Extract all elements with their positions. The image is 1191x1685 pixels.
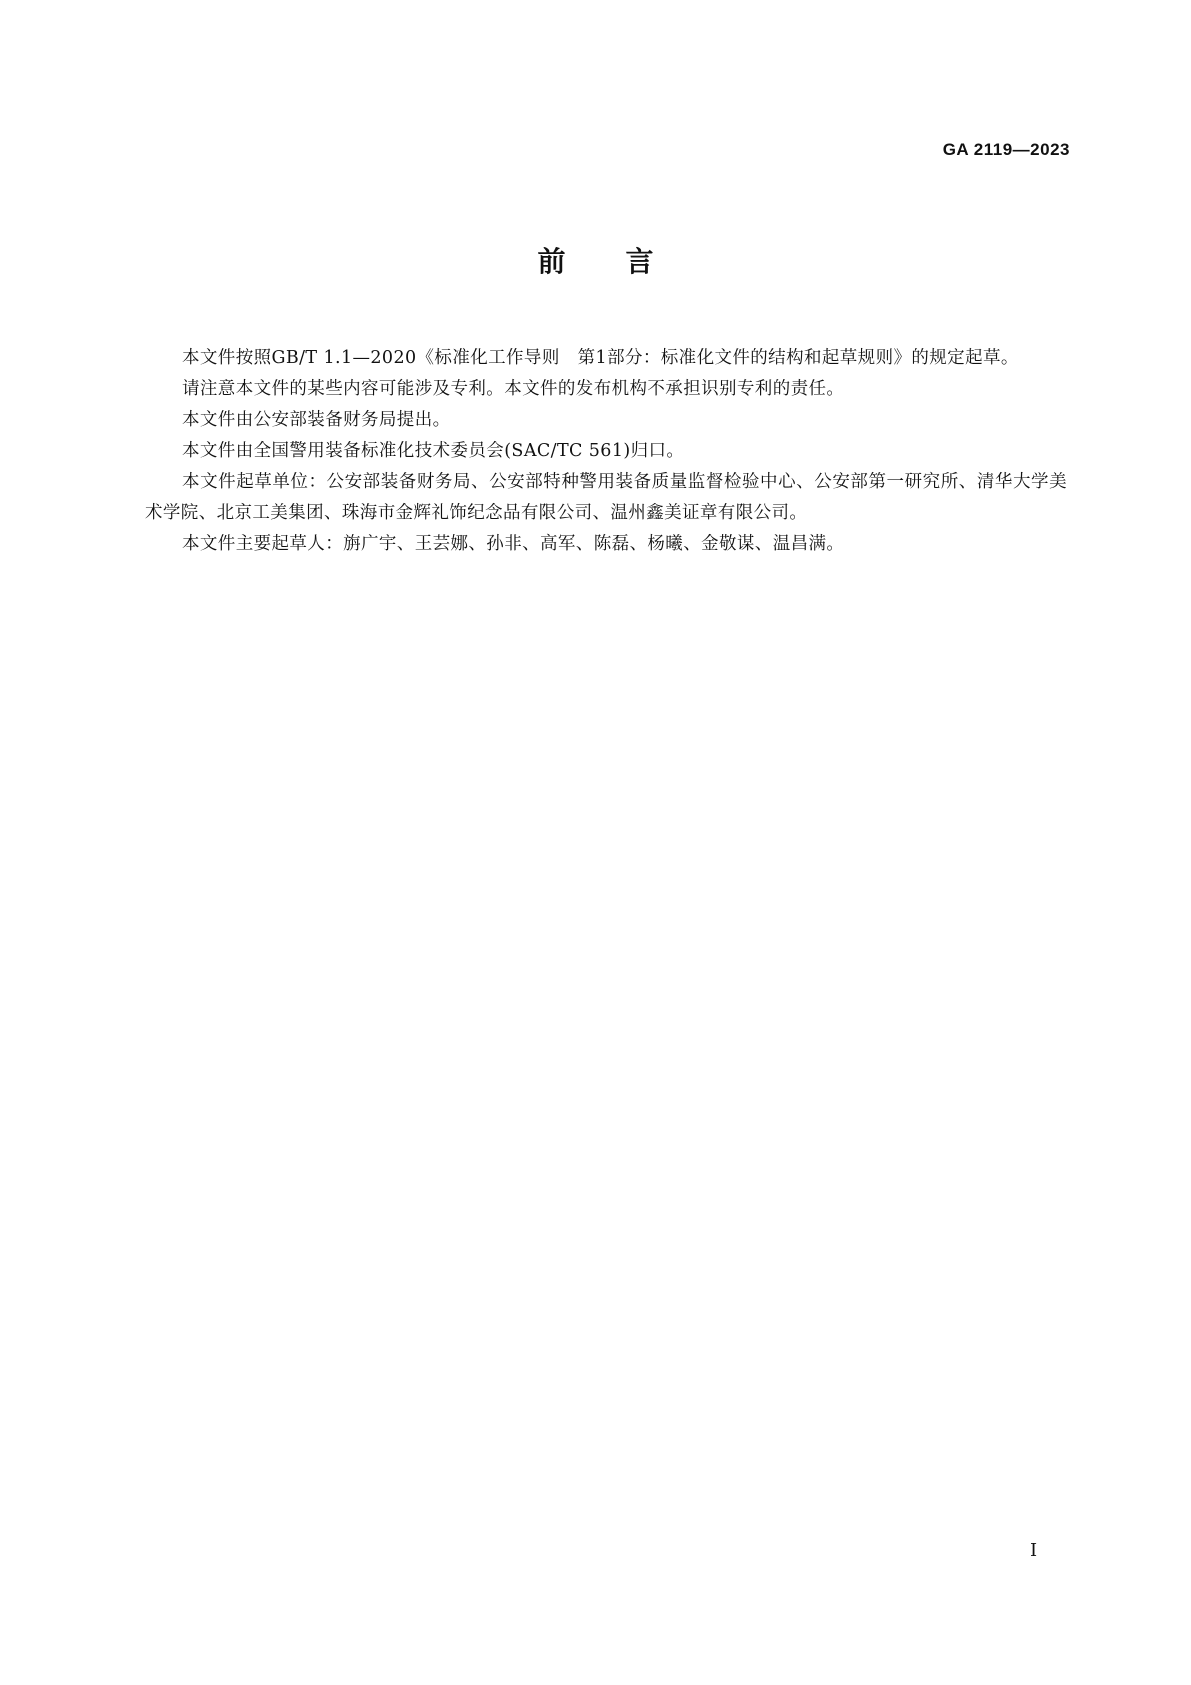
foreword-body: [145, 343, 1067, 560]
paragraph-proposer: 本文件由公安部装备财务局提出。: [182, 410, 451, 430]
paragraph-patent-notice: 请注意本文件的某些内容可能涉及专利。本文件的发布机构不承担识别专利的责任。: [182, 379, 845, 399]
page-number: I: [1030, 1540, 1038, 1561]
paragraph-drafting-rules: 本文件按照GB/T 1.1—2020《标准化工作导则 第1部分：标准化文件的结构和起草规则》的规定起草。: [182, 348, 1019, 368]
paragraph-committee: 本文件由全国警用装备标准化技术委员会(SAC/TC 561)归口。: [182, 441, 685, 461]
paragraph-drafting-units: 本文件起草单位：公安部装备财务局、公安部特种警用装备质量监督检验中心、公安部第一研究所、清华大学美术学院、北京工美集团、珠海市金辉礼饰纪念品有限公司、温州鑫美证章有限公司。: [145, 472, 1067, 523]
paragraph-drafters: 本文件主要起草人：旃广宇、王芸娜、孙非、高军、陈磊、杨曦、金敬谋、温昌满。: [182, 534, 845, 554]
page-title: 前言: [537, 245, 714, 278]
document-code: GA 2119—2023: [942, 140, 1070, 159]
